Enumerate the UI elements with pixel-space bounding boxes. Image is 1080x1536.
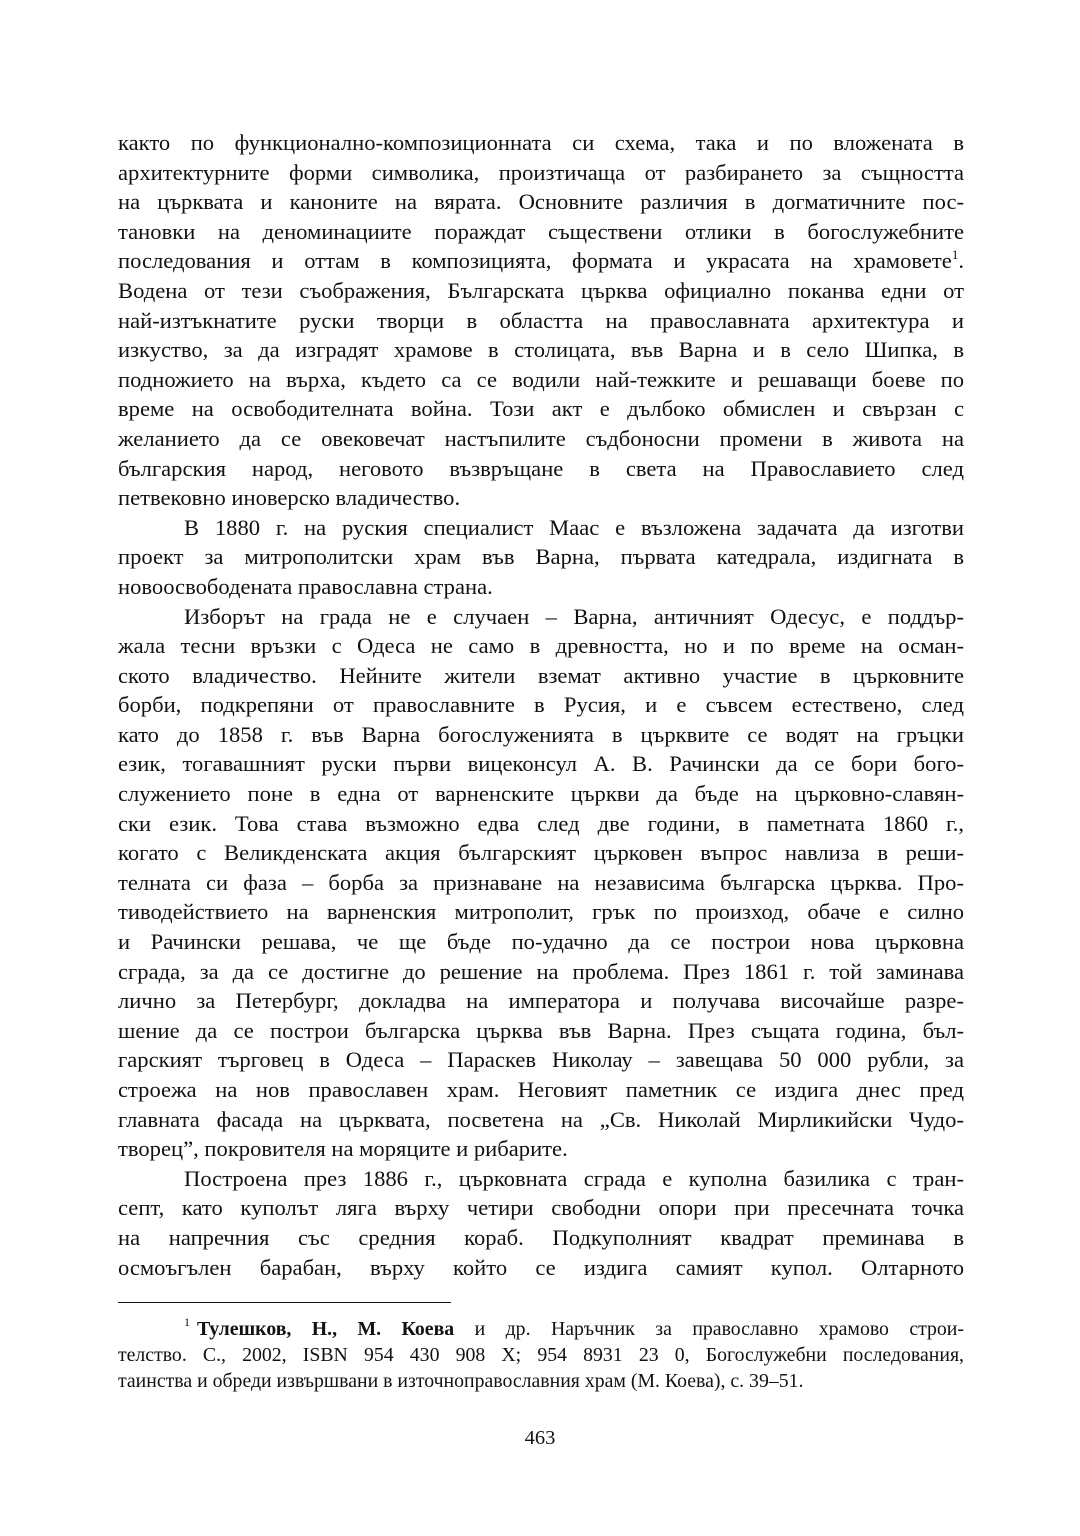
paragraph-first-line: Построена през 1886 г., църковната сграда е куполна базилика с тран- xyxy=(184,1165,964,1191)
footnote xyxy=(118,1316,964,1395)
footnote-reference-period: . xyxy=(958,248,964,274)
text-line: телната си фаза – борба за признаване на независима българска църква. Про- xyxy=(118,869,964,895)
text-line: българския народ, неговото възвръщане в света на Православието след xyxy=(118,455,964,481)
text-line: както по функционално-композиционната си схема, така и по вложената в xyxy=(118,130,964,155)
footnote-line: таинства и обреди извършвани в източноправославния храм (М. Коева), с. 39–51. xyxy=(118,1370,804,1393)
text-line: ски език. Това става възможно едва след две години, в паметната 1860 г., xyxy=(118,810,964,836)
footnote-reference: 1 xyxy=(951,247,959,263)
page-number: 463 xyxy=(524,1427,556,1449)
text-line: когато с Великденската акция българският църковен въпрос навлиза в реши- xyxy=(118,840,964,866)
text-line: гарският търговец в Одеса – Параскев Николау – завещава 50 000 рубли, за xyxy=(118,1047,964,1073)
text-line: най-изтъкнатите руски творци в областта на православната архитектура и xyxy=(118,307,964,333)
footnote-marker: 1 xyxy=(184,1315,190,1329)
text-line: подножието на върха, където са се водили най-тежките и решаващи боеве по xyxy=(118,366,964,392)
text-line-with-footnote-ref xyxy=(118,246,964,276)
text-line: лично за Петербург, докладва на императора и получава височайше разре- xyxy=(118,988,964,1014)
text-line: тиводействието на варненския митрополит, грък по произход, обаче е силно xyxy=(118,899,964,925)
text-line: на напречния със средния кораб. Подкуполният квадрат преминава в xyxy=(118,1224,964,1250)
text-line: жала тесни връзки с Одеса не само в древността, но и по време на осман- xyxy=(118,633,964,659)
text-line: петвековно иноверско владичество. xyxy=(118,485,461,511)
text-line: и Рачински решава, че ще бъде по-удачно да се построи нова църковна xyxy=(118,929,964,955)
text-line: шение да се построи българска църква във Варна. През същата година, бъл- xyxy=(118,1017,964,1043)
footnote-line xyxy=(118,1316,964,1342)
text-line: Водена от тези съображения, Българската църква официално поканва едни от xyxy=(118,277,964,303)
text-line: желанието да се овековечат настъпилите съдбоносни промени в живота на xyxy=(118,425,964,451)
footnote-text: и др. Наръчник за православно храмово строи- xyxy=(454,1318,964,1340)
text-line: борби, подкрепяни от православните в Русия, и е съвсем естествено, след xyxy=(118,692,964,718)
text-line: новоосвободената православна страна. xyxy=(118,573,493,599)
paragraph-first-line: В 1880 г. на руския специалист Маас е възложена задачата да изготви xyxy=(184,514,964,540)
text-line: ското владичество. Нейните жители вземат активно участие в църковните xyxy=(118,662,964,688)
text-line: септ, като куполът ляга върху четири свободни опори при пресечната точка xyxy=(118,1195,964,1221)
text-line-content: последования и оттам в композицията, формата и украсата на храмовете xyxy=(118,248,952,274)
text-line: на църквата и каноните на вярата. Основните различия в догматичните пос- xyxy=(118,189,964,215)
footnote-line: телство. С., 2002, ISBN 954 430 908 X; 954 8931 23 0, Богослужебни последования, xyxy=(118,1344,964,1367)
text-line: изкуство, за да изградят храмове в столицата, във Варна и в село Шипка, в xyxy=(118,337,964,363)
text-line: осмоъгълен барабан, върху който се издига самият купол. Олтарното xyxy=(118,1254,964,1280)
text-line: език, тогавашният руски първи вицеконсул А. В. Рачински да се бори бого- xyxy=(118,751,964,777)
paragraph-first-line: Изборът на града не е случаен – Варна, античният Одесус, е поддър- xyxy=(184,603,964,629)
text-line: тановки на деноминациите пораждат съществени отлики в богослужебните xyxy=(118,218,964,244)
text-line: архитектурните форми символика, произтичаща от разбирането за същността xyxy=(118,159,964,185)
text-line: служението поне в една от варненските църкви да бъде на църковно-славян- xyxy=(118,781,964,807)
text-line: сграда, за да се достигне до решение на проблема. През 1861 г. той заминава xyxy=(118,958,964,984)
text-line: проект за митрополитски храм във Варна, първата катедрала, издигната в xyxy=(118,544,964,570)
footnote-separator xyxy=(118,1302,451,1303)
text-line: строежа на нов православен храм. Неговият паметник се издига днес пред xyxy=(118,1077,964,1102)
text-line: творец”, покровителя на моряците и рибарите. xyxy=(118,1136,568,1162)
text-line: време на освободителната война. Този акт е дълбоко обмислен и свързан с xyxy=(118,396,964,422)
text-line: главната фасада на църквата, посветена на „Св. Николай Мирликийски Чудо- xyxy=(118,1106,964,1132)
main-text xyxy=(118,128,964,1282)
text-line: като до 1858 г. във Варна богослуженията в църквите се водят на гръцки xyxy=(118,721,964,747)
footnote-authors: Тулешков, Н., М. Коева xyxy=(197,1318,455,1340)
